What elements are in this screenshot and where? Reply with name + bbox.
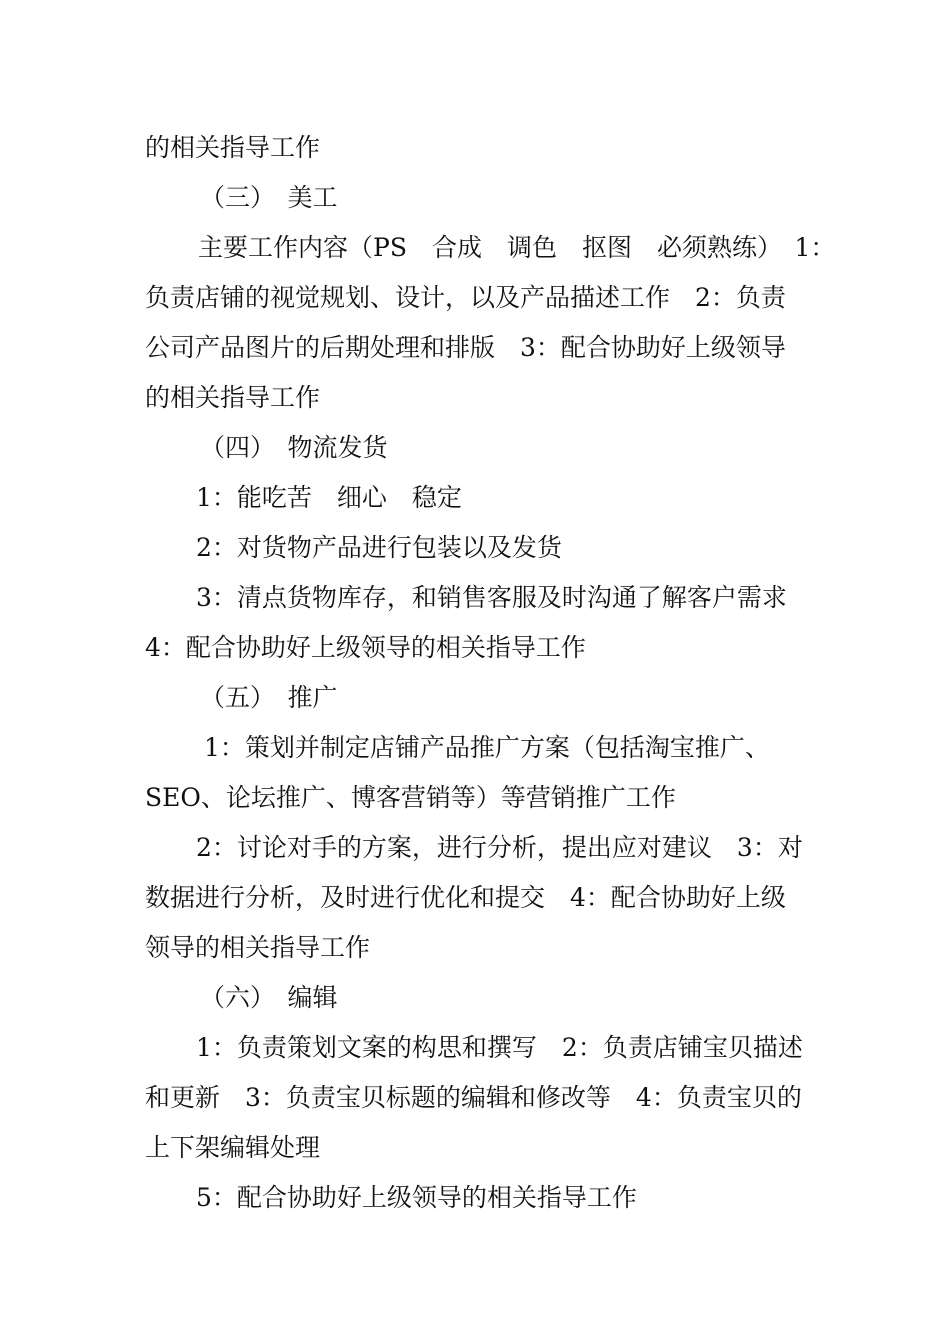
text-line: 的相关指导工作 <box>145 133 321 162</box>
section-heading-wuliu: （四） 物流发货 <box>200 433 388 462</box>
text-line: 上下架编辑处理 <box>145 1133 321 1162</box>
text-line: 1：能吃苦 细心 稳定 <box>196 483 462 512</box>
text-line: 领导的相关指导工作 <box>145 933 371 962</box>
text-line: 2：讨论对手的方案，进行分析，提出应对建议 3：对 <box>196 833 803 862</box>
text-line: 主要工作内容（PS 合成 调色 抠图 必须熟练） 1： <box>198 233 836 262</box>
text-line: 公司产品图片的后期处理和排版 3：配合协助好上级领导 <box>145 333 786 362</box>
text-line: 数据进行分析，及时进行优化和提交 4：配合协助好上级 <box>145 883 786 912</box>
text-line: 3：清点货物库存，和销售客服及时沟通了解客户需求 <box>196 583 787 612</box>
section-heading-bianji: （六） 编辑 <box>200 983 338 1012</box>
text-line: 负责店铺的视觉规划、设计，以及产品描述工作 2：负责 <box>145 283 786 312</box>
text-line: 2：对货物产品进行包装以及发货 <box>196 533 562 562</box>
text-line: 1：策划并制定店铺产品推广方案（包括淘宝推广、 <box>204 733 770 762</box>
text-line: 5：配合协助好上级领导的相关指导工作 <box>196 1183 637 1212</box>
text-line: SEO、论坛推广、博客营销等）等营销推广工作 <box>145 783 676 812</box>
text-line: 的相关指导工作 <box>145 383 321 412</box>
text-line: 1：负责策划文案的构思和撰写 2：负责店铺宝贝描述 <box>196 1033 803 1062</box>
section-heading-meigong: （三） 美工 <box>200 183 338 212</box>
text-line: 和更新 3：负责宝贝标题的编辑和修改等 4：负责宝贝的 <box>145 1083 802 1112</box>
section-heading-tuiguang: （五） 推广 <box>200 683 338 712</box>
text-line: 4：配合协助好上级领导的相关指导工作 <box>145 633 586 662</box>
